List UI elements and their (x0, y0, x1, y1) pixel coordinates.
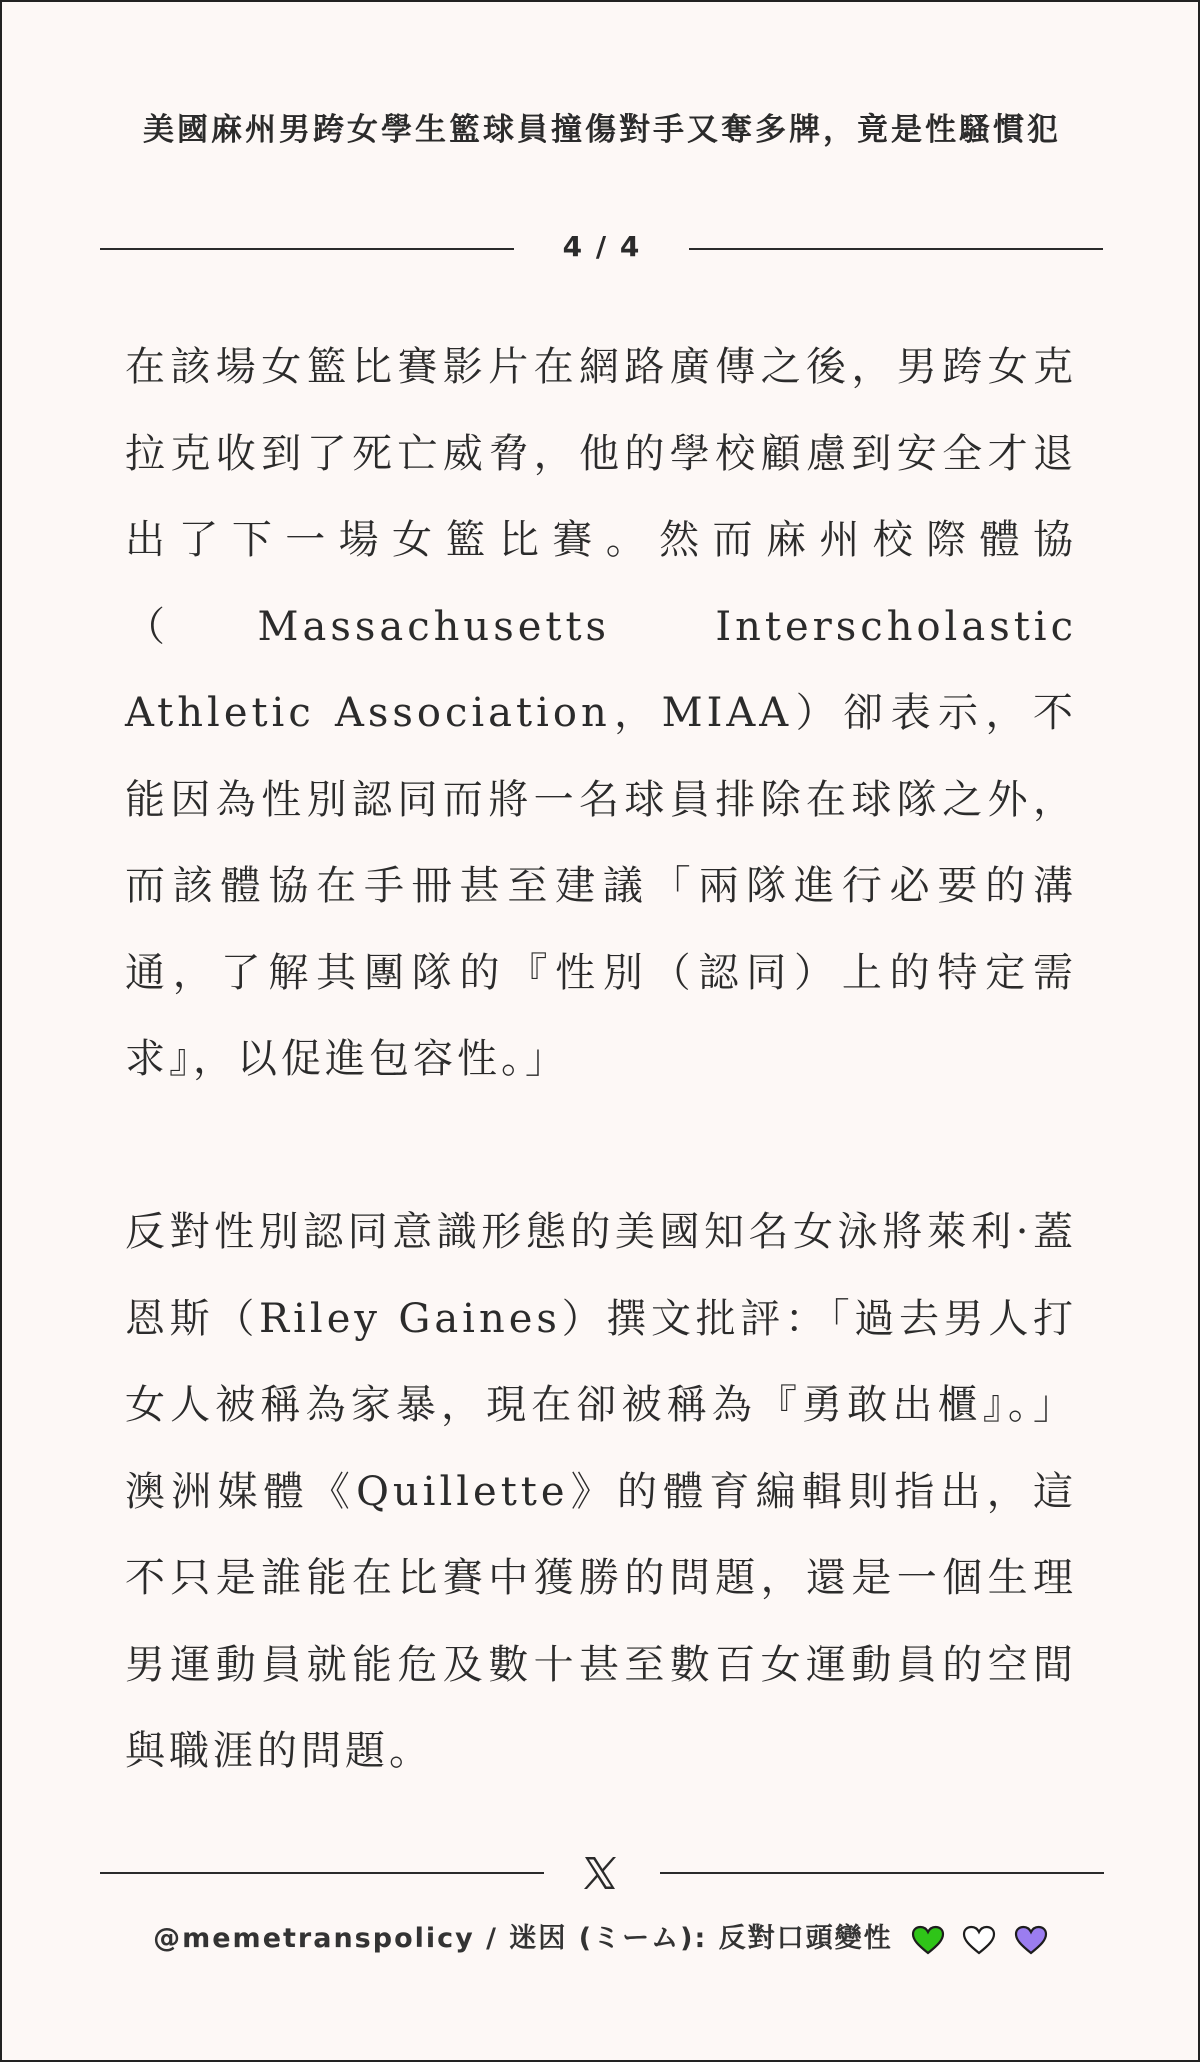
footer-credit (62, 1917, 1142, 1962)
post-title: 美國麻州男跨女學生籃球員撞傷對手又奪多牌，竟是性騷慣犯 (143, 112, 1061, 148)
header-divider-left (100, 248, 514, 250)
header-divider-right (689, 248, 1103, 250)
footer-divider-right (660, 1872, 1104, 1874)
heart-row (908, 1918, 1051, 1962)
paragraph-1: 在該場女籃比賽影片在網路廣傳之後，男跨女克拉克收到了死亡威脅，他的學校顧慮到安全才退出了下一場女籃比賽。然而麻州校際體協（Massachusetts Interscholastic Athletic Association，MIAA）卻表示，不能因為性別認同而將一名球員排除在球隊之外，而該體協在手冊甚至建議「兩隊進行必要的溝通，了解其團隊的『性別（認同）上的特定需求』，以促進包容性。」 (125, 344, 1077, 1082)
credit-text: @memetranspolicy / 迷因 (ミーム): 反對口頭變性 (153, 1923, 893, 1954)
green-heart-icon (911, 1925, 945, 1955)
page-indicator: 4 / 4 (562, 230, 642, 263)
footer-divider-left (100, 1872, 544, 1874)
purple-heart-icon (1014, 1925, 1048, 1955)
article-body (125, 324, 1077, 1795)
white-heart-icon (962, 1925, 996, 1955)
x-logo-icon[interactable] (580, 1853, 620, 1893)
paragraph-2: 反對性別認同意識形態的美國知名女泳將萊利·蓋恩斯（Riley Gaines）撰文批評：「過去男人打女人被稱為家暴，現在卻被稱為『勇敢出櫃』。」澳洲媒體《Quillette》的體育編輯則指出，這不只是誰能在比賽中獲勝的問題，還是一個生理男運動員就能危及數十甚至數百女運動員的空間與職涯的問題。 (125, 1209, 1077, 1774)
